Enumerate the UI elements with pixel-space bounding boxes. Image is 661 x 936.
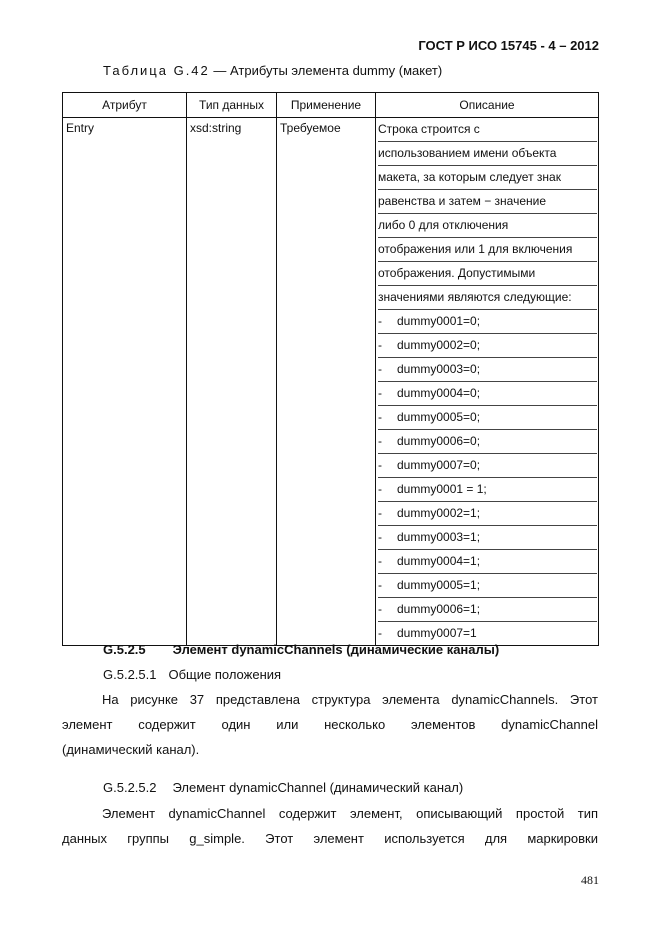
value-text: dummy0007=1 [397,626,477,640]
value-list-item [378,382,597,406]
list-dash: - [378,602,382,616]
list-dash: - [378,362,382,376]
description-line: либо 0 для отключения [378,214,597,238]
value-text: dummy0005=1; [397,578,481,592]
page-number: 481 [581,873,599,887]
list-dash: - [378,410,382,424]
subsection-title: Общие положения [168,667,282,682]
document-header: ГОСТ Р ИСО 15745 - 4 – 2012 [418,38,599,53]
value-list-item [378,430,597,454]
description-line: равенства и затем − значение [378,190,597,214]
cell-description [376,118,599,646]
list-dash: - [378,530,382,544]
header-description: Описание [376,93,599,118]
value-text: dummy0006=0; [397,434,481,448]
value-text: dummy0003=1; [397,530,481,544]
subsection-heading-dynamic-channel [103,780,463,795]
value-list-item [378,406,597,430]
list-dash: - [378,458,382,472]
list-dash: - [378,554,382,568]
subsection-number: G.5.2.5.1 [103,667,157,682]
value-text: dummy0003=0; [397,362,481,376]
paragraph-line: На рисунке 37 представлена структура элемента dynamicChannels. Этот [102,692,598,707]
list-dash: - [378,626,382,640]
value-list-item [378,478,597,502]
list-dash: - [378,482,382,496]
paragraph-line: Элемент dynamicChannel содержит элемент, описывающий простой тип [102,806,598,821]
value-text: dummy0006=1; [397,602,481,616]
paragraph-line: данных группы g_simple. Этот элемент используется для маркировки [62,831,598,846]
description-line: отображения или 1 для включения [378,238,597,262]
value-list-item [378,310,597,334]
value-text: dummy0004=1; [397,554,481,568]
list-dash: - [378,506,382,520]
list-dash: - [378,578,382,592]
description-line: отображения. Допустимыми [378,262,597,286]
table-caption [103,63,442,78]
section-number: G.5.2.5 [103,642,146,657]
paragraph-structure [62,687,598,762]
list-dash: - [378,434,382,448]
list-dash: - [378,338,382,352]
list-dash: - [378,314,382,328]
value-list-item [378,454,597,478]
description-line: значениями являются следующие: [378,286,597,310]
subsection-heading-general [103,667,281,682]
table-caption-number: Таблица G.42 [103,63,210,78]
value-list-item [378,598,597,622]
cell-attribute: Entry [63,118,187,646]
value-list-item [378,574,597,598]
subsection-title: Элемент dynamicChannel (динамический канал) [172,780,464,795]
description-line: Строка строится с [378,118,597,142]
value-list-item [378,550,597,574]
cell-data-type: xsd:string [187,118,277,646]
value-list-item [378,502,597,526]
attributes-table [62,92,599,646]
header-usage: Применение [277,93,376,118]
value-list-item [378,526,597,550]
value-list-item [378,334,597,358]
paragraph-dynamic-channel [62,801,598,851]
cell-usage: Требуемое [277,118,376,646]
value-text: dummy0001=0; [397,314,481,328]
table-row [63,118,599,646]
value-text: dummy0005=0; [397,410,481,424]
paragraph-line: (динамический канал). [62,742,200,757]
table-caption-text: — Атрибуты элемента dummy (макет) [209,63,443,78]
header-data-type: Тип данных [187,93,277,118]
description-line: макета, за которым следует знак [378,166,597,190]
paragraph-line: элемент содержит один или несколько элементов dynamicChannel [62,717,598,732]
section-title: Элемент dynamicChannels (динамические каналы) [172,642,500,657]
value-text: dummy0007=0; [397,458,481,472]
value-text: dummy0002=1; [397,506,481,520]
description-lines [378,118,597,645]
value-text: dummy0004=0; [397,386,481,400]
value-text: dummy0001 = 1; [397,482,487,496]
header-attribute: Атрибут [63,93,187,118]
value-text: dummy0002=0; [397,338,481,352]
subsection-number: G.5.2.5.2 [103,780,157,795]
description-line: использованием имени объекта [378,142,597,166]
section-heading-dynamic-channels [103,642,499,657]
table-header-row [63,93,599,118]
list-dash: - [378,386,382,400]
value-list-item [378,358,597,382]
